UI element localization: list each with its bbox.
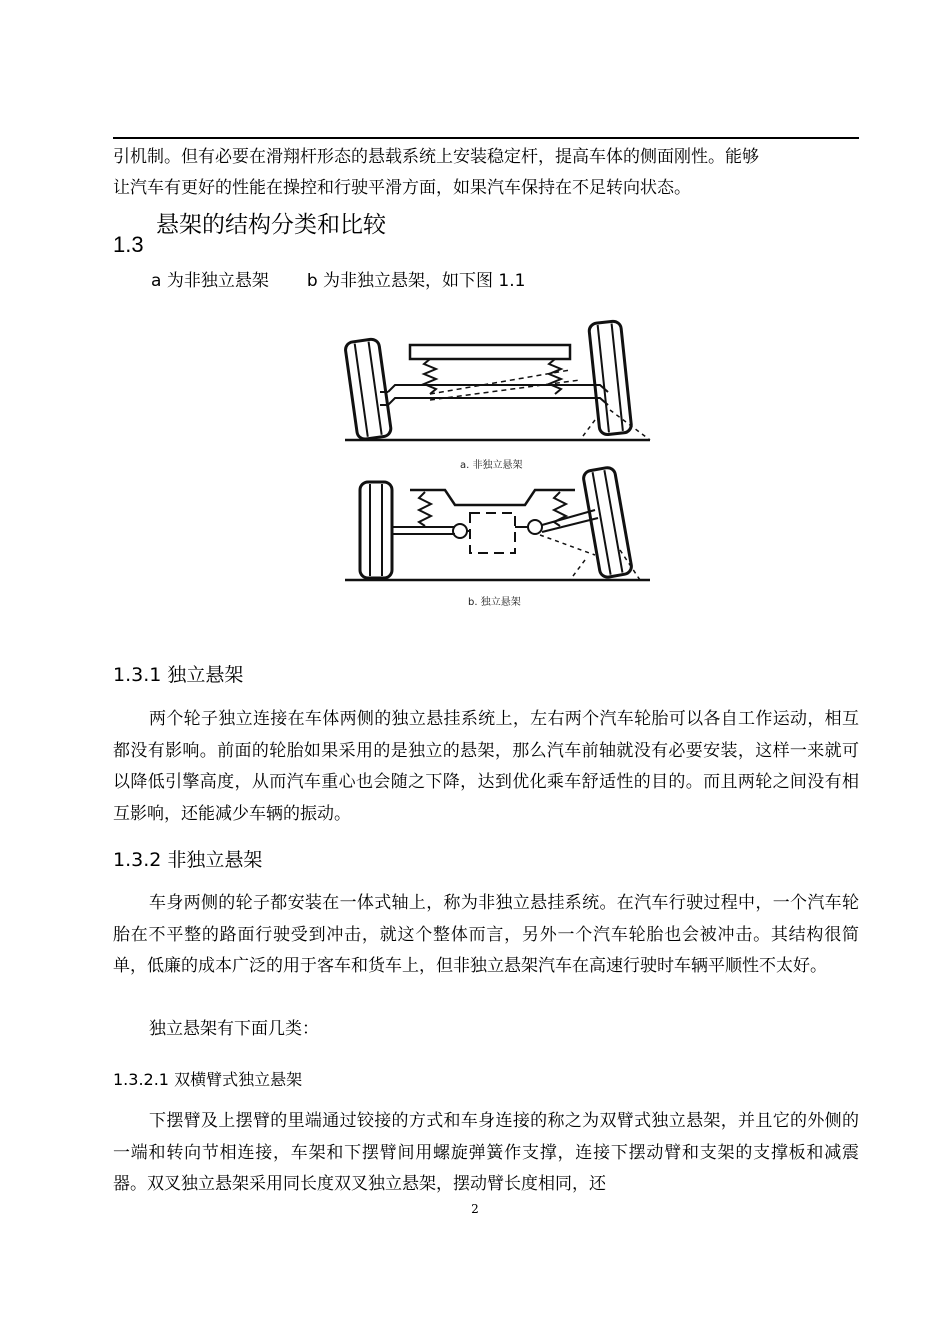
section-title: 悬架的结构分类和比较	[156, 212, 386, 238]
joint-right-b	[528, 520, 542, 534]
intro-line-2: 让汽车有更好的性能在操控和行驶平滑方面，如果汽车保持在不足转向状态。	[113, 178, 691, 198]
intro-line-1: 引机制。但有必要在滑翔杆形态的悬载系统上安装稳定杆，提高车体的侧面刚性。能够	[113, 147, 759, 167]
page-number: 2	[471, 1202, 479, 1216]
suspension-diagram	[340, 310, 655, 620]
paragraph-independent: 两个轮子独立连接在车体两侧的独立悬挂系统上，左右两个汽车轮胎可以各自工作运动，相互都没有影响。前面的轮胎如果采用的是独立的悬架，那么汽车前轴就没有必要安装，这样一来就可以降低引擎高度，从而汽车重心也会随之下降，达到优化乘车舒适性的目的。而且两轮之间没有相互影响，还能减少车辆的振动。	[113, 709, 859, 824]
spring-left-b	[419, 492, 431, 526]
heading-1-3-2-1: 1.3.2.1 双横臂式独立悬架	[113, 1070, 303, 1089]
dependent-suspension-drawing	[345, 321, 650, 441]
section-number: 1.3	[113, 232, 144, 257]
joint-left-b	[453, 524, 467, 538]
figure-label-b: b. 独立悬架	[468, 597, 521, 608]
right-wheel-a	[588, 321, 632, 436]
figure-intro-line	[151, 266, 563, 291]
figure-label-a: a. 非独立悬架	[460, 460, 523, 471]
spring-left-a	[424, 359, 436, 394]
paragraph-double-wishbone: 下摆臂及上摆臂的里端通过铰接的方式和车身连接的称之为双臂式独立悬架，并且它的外侧的一端和转向节相连接，车架和下摆臂间用螺旋弹簧作支撑，连接下摆动臂和支架的支撑板和减震器。双叉独立悬架采用同长度双叉独立悬架，摆动臂长度相同，还	[113, 1111, 859, 1194]
spring-right-a	[549, 359, 561, 394]
caption-a-text: a 为非独立悬架	[151, 271, 269, 291]
body-frame-b	[410, 490, 575, 505]
paragraph-types: 独立悬架有下面几类：	[149, 1019, 319, 1039]
suspension-figure	[340, 310, 655, 620]
caption-b-text: b 为非独立悬架，如下图 1.1	[306, 271, 526, 291]
heading-1-3-2: 1.3.2 非独立悬架	[113, 849, 263, 871]
body-frame-a	[410, 345, 570, 359]
paragraph-dependent: 车身两侧的轮子都安装在一体式轴上，称为非独立悬挂系统。在汽车行驶过程中，一个汽车轮胎在不平整的路面行驶受到冲击，就这个整体而言，另外一个汽车轮胎也会被冲击。其结构很简单，低廉的成本广泛的用于客车和货车上，但非独立悬架汽车在高速行驶时车辆平顺性不太好。	[113, 893, 859, 976]
left-wheel-b	[360, 482, 392, 578]
header-rule	[113, 137, 859, 139]
differential-b	[470, 513, 515, 553]
independent-suspension-drawing	[345, 466, 650, 580]
heading-1-3-1: 1.3.1 独立悬架	[113, 664, 244, 686]
left-wheel-a	[345, 338, 392, 440]
